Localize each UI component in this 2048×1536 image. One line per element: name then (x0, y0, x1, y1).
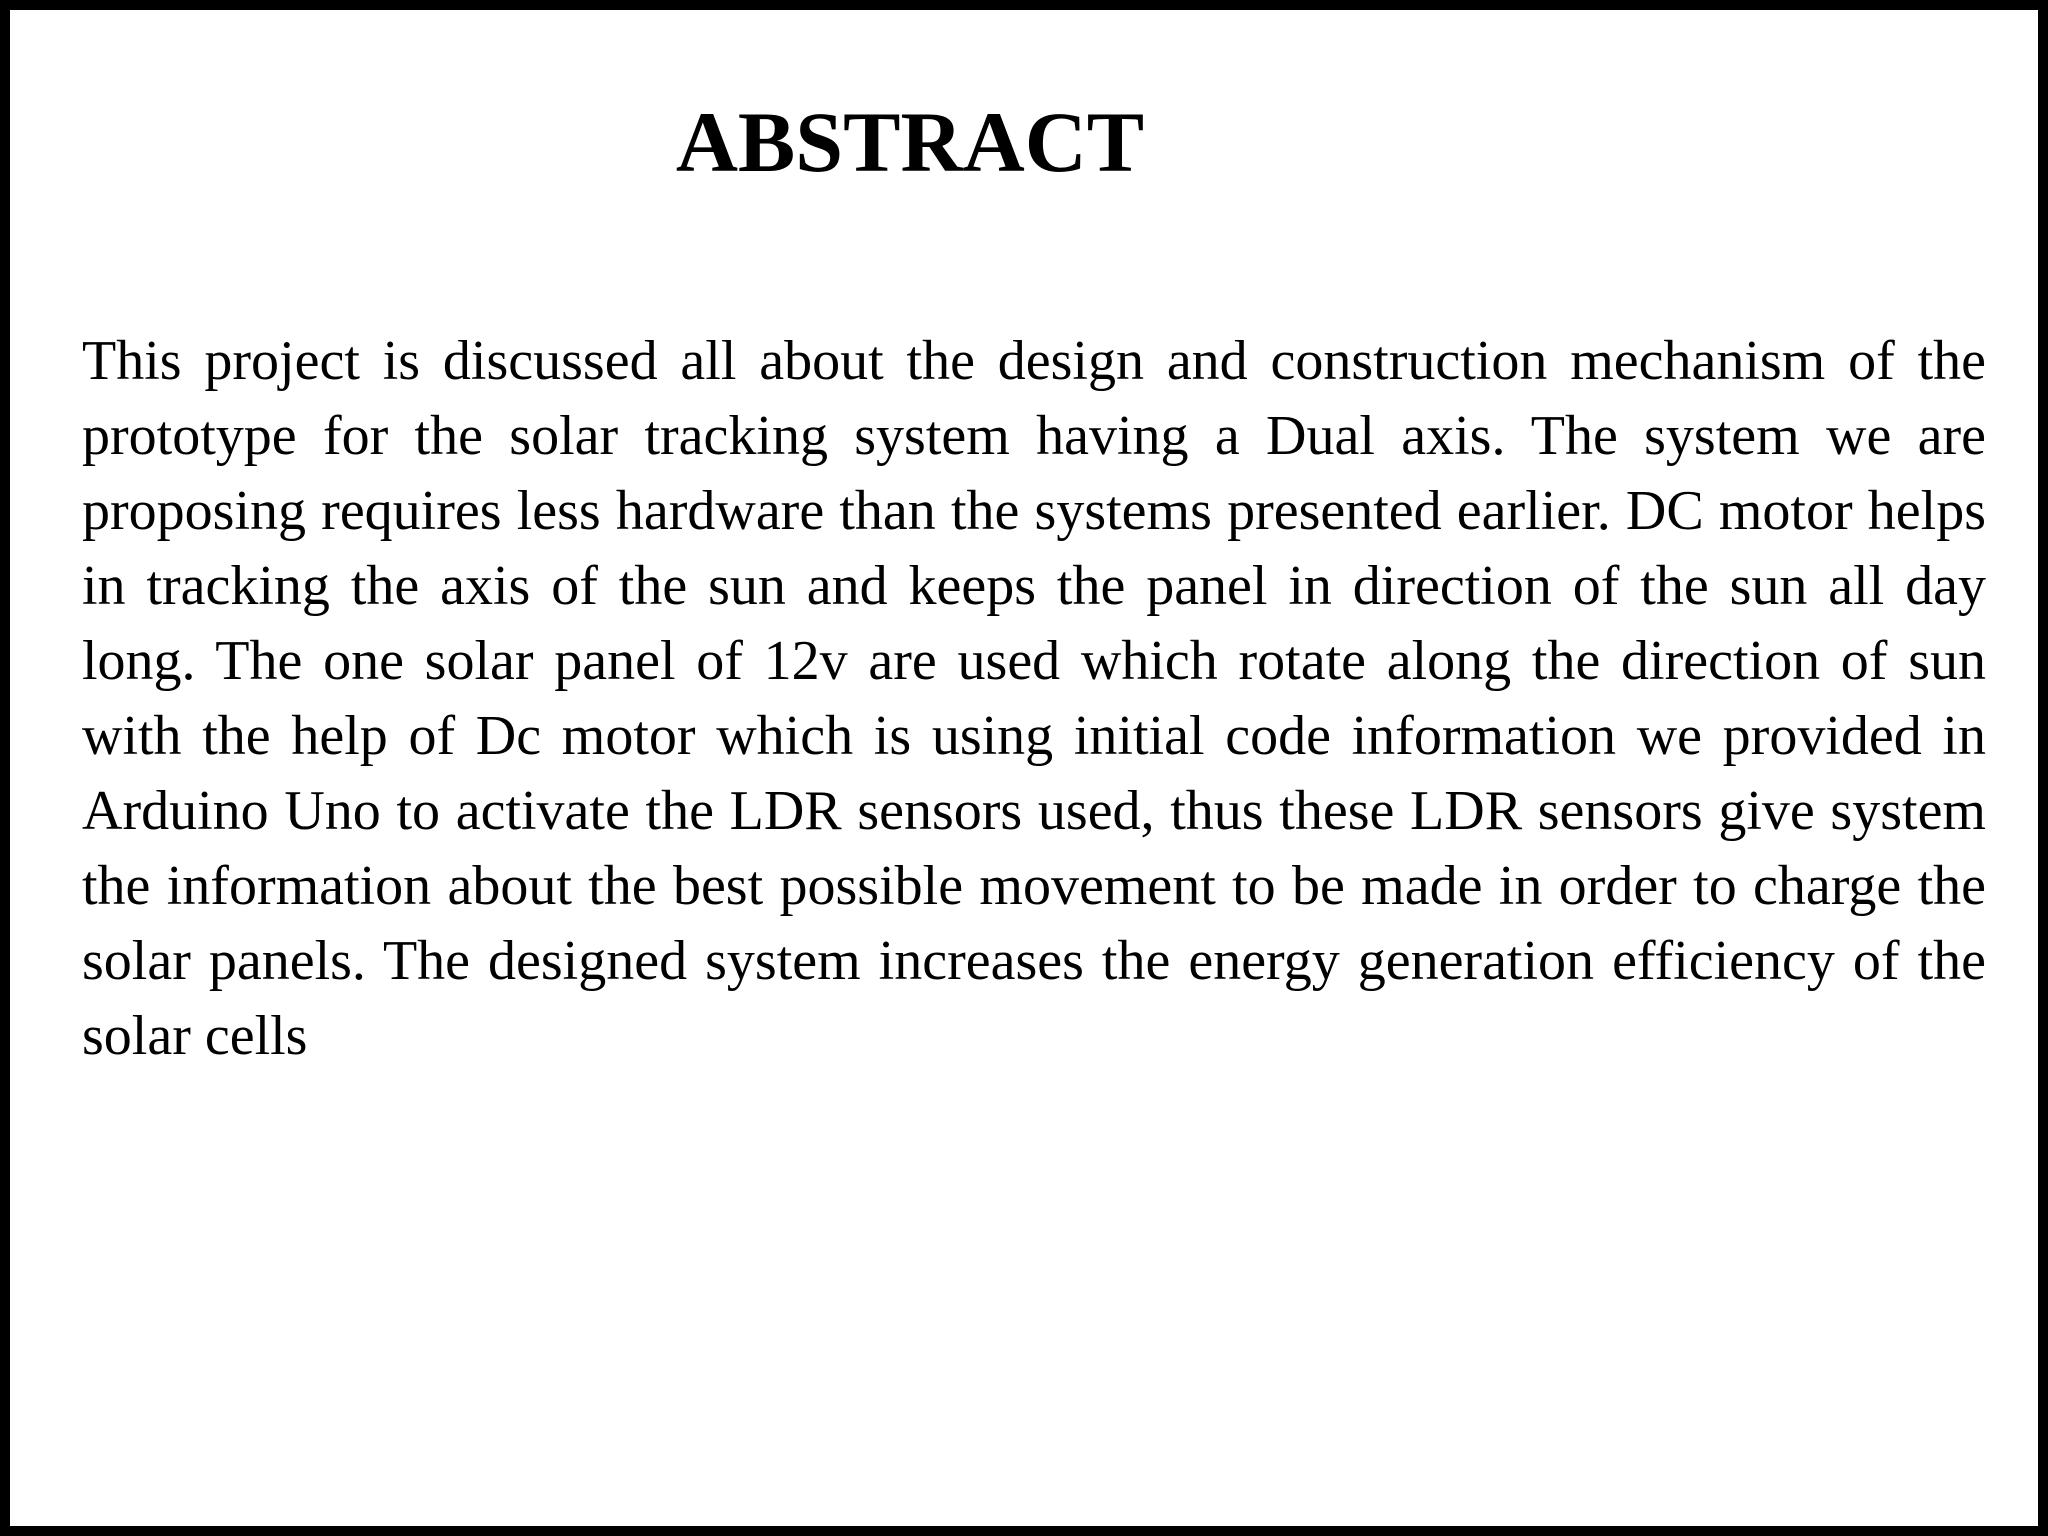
abstract-body-text: This project is discussed all about the design and construction mechanism of the prototype for the solar tracking system having a Dual axis. The system we are proposing requires less hardware than the systems presented earlier. DC motor helps in tracking the axis of the sun and keeps the panel in direction of the sun all day long. The one solar panel of 12v are used which rotate along the direction of sun with the help of Dc motor which is using initial code information we provided in Arduino Uno to activate the LDR sensors used, thus these LDR sensors give system the information about the best possible movement to be made in order to charge the solar panels. The designed system increases the energy generation efficiency of the solar cells (82, 330, 1986, 1067)
abstract-heading: ABSTRACT (675, 94, 1145, 190)
